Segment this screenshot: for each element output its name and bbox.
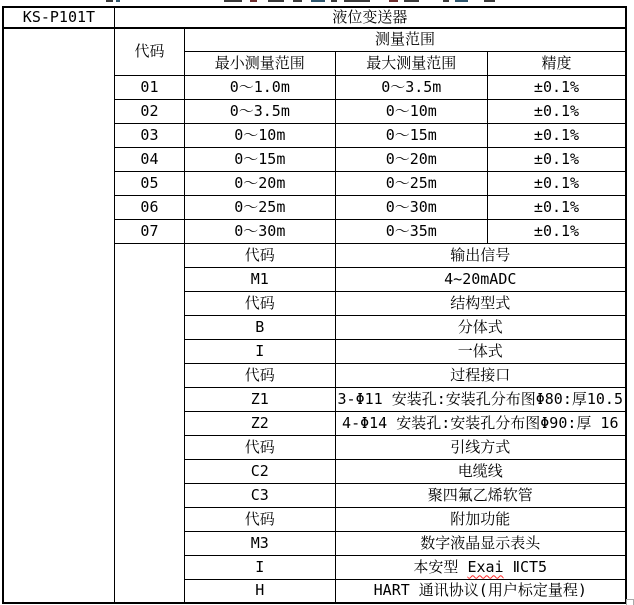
max-range-cell: 0～3.5m (335, 75, 487, 99)
accuracy-header-cell: 精度 (488, 51, 626, 75)
option-label-cell: 4-Φ14 安装孔:安装孔分布图Φ90:厚 16 (335, 411, 626, 435)
max-range-cell: 0～15m (335, 123, 487, 147)
accuracy-cell: ±0.1% (488, 123, 626, 147)
option-code-cell: C2 (185, 459, 335, 483)
spellchecked-word: Exai (467, 557, 504, 576)
accuracy-cell: ±0.1% (488, 147, 626, 171)
option-label-cell: 4~20mADC (335, 267, 626, 291)
label-suffix: ⅡCT5 (503, 557, 548, 576)
min-range-cell: 0～10m (185, 123, 335, 147)
table-resize-handle[interactable] (626, 599, 634, 605)
min-range-cell: 0～20m (185, 171, 335, 195)
min-range-cell: 0～30m (185, 219, 335, 243)
option-code-header-cell: 代码 (185, 363, 335, 387)
option-code-header-cell: 代码 (185, 435, 335, 459)
option-label-cell: 数字液晶显示表头 (335, 531, 626, 555)
range-code-cell: 05 (114, 171, 184, 195)
option-title-cell: 输出信号 (335, 243, 626, 267)
option-code-cell: M1 (185, 267, 335, 291)
min-range-cell: 0～25m (185, 195, 335, 219)
option-code-cell: I (185, 555, 335, 579)
min-range-cell: 0～1.0m (185, 75, 335, 99)
range-code-cell: 04 (114, 147, 184, 171)
range-code-cell: 06 (114, 195, 184, 219)
range-code-cell: 03 (114, 123, 184, 147)
accuracy-cell: ±0.1% (488, 99, 626, 123)
accuracy-cell: ±0.1% (488, 219, 626, 243)
max-range-cell: 0～25m (335, 171, 487, 195)
max-range-header-cell: 最大测量范围 (335, 51, 487, 75)
range-group-header-cell: 测量范围 (185, 28, 626, 51)
option-label-cell: HART 通讯协议(用户标定量程) (335, 579, 626, 603)
accuracy-cell: ±0.1% (488, 171, 626, 195)
option-label-cell (335, 555, 626, 579)
max-range-cell: 0～30m (335, 195, 487, 219)
option-label-cell: 一体式 (335, 339, 626, 363)
option-title-cell: 结构型式 (335, 291, 626, 315)
left-spacer-cell (3, 28, 114, 603)
option-title-cell: 附加功能 (335, 507, 626, 531)
title-row (3, 7, 626, 28)
option-code-cell: B (185, 315, 335, 339)
range-group-header-row (3, 28, 626, 51)
option-label-cell: 电缆线 (335, 459, 626, 483)
accuracy-cell: ±0.1% (488, 75, 626, 99)
min-range-cell: 0～3.5m (185, 99, 335, 123)
range-code-cell: 02 (114, 99, 184, 123)
option-code-cell: M3 (185, 531, 335, 555)
max-range-cell: 0～35m (335, 219, 487, 243)
option-code-cell: I (185, 339, 335, 363)
option-label-cell: 3-Φ11 安装孔:安装孔分布图Φ80:厚10.5 (335, 387, 626, 411)
min-range-header-cell: 最小测量范围 (185, 51, 335, 75)
option-label-cell: 分体式 (335, 315, 626, 339)
option-code-cell: Z1 (185, 387, 335, 411)
option-code-header-cell: 代码 (185, 507, 335, 531)
option-title-cell: 引线方式 (335, 435, 626, 459)
model-cell: KS-P101T (3, 7, 114, 28)
option-code-cell: H (185, 579, 335, 603)
spec-table (2, 6, 627, 604)
option-title-cell: 过程接口 (335, 363, 626, 387)
range-code-cell: 01 (114, 75, 184, 99)
min-range-cell: 0～15m (185, 147, 335, 171)
option-code-cell: C3 (185, 483, 335, 507)
option-code-header-cell: 代码 (185, 291, 335, 315)
max-range-cell: 0～20m (335, 147, 487, 171)
option-code-cell: Z2 (185, 411, 335, 435)
max-range-cell: 0～10m (335, 99, 487, 123)
code-column-spacer-cell (114, 243, 184, 603)
option-label-cell: 聚四氟乙烯软管 (335, 483, 626, 507)
label-prefix: 本安型 (413, 557, 468, 576)
range-code-cell: 07 (114, 219, 184, 243)
range-code-header-cell: 代码 (114, 28, 184, 75)
product-name-cell: 液位变送器 (114, 7, 626, 28)
option-code-header-cell: 代码 (185, 243, 335, 267)
accuracy-cell: ±0.1% (488, 195, 626, 219)
